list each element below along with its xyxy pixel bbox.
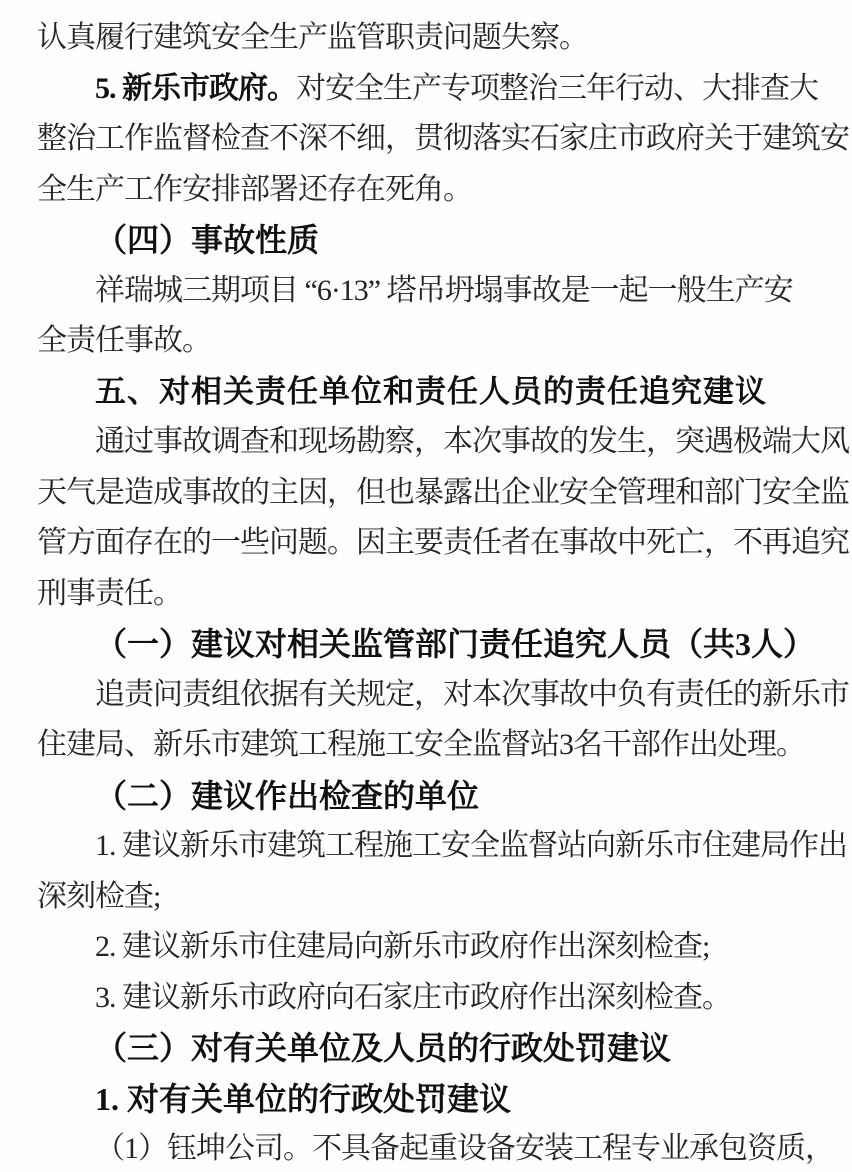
text-line xyxy=(37,13,844,64)
text-line xyxy=(37,1023,844,1074)
text-line xyxy=(37,518,849,569)
bold-text-run: （一）建议对相关监管部门责任追究人员（共3人） xyxy=(95,626,816,662)
bold-text-run: （三）对有关单位及人员的行政处罚建议 xyxy=(95,1030,672,1066)
text-run: 天气是造成事故的主因，但也暴露出企业安全管理和部门安全监 xyxy=(37,475,849,509)
text-line xyxy=(37,468,849,519)
text-line xyxy=(37,417,849,468)
bold-text-run: （四）事故性质 xyxy=(95,222,320,258)
text-line xyxy=(37,1124,844,1172)
bold-text-run: 1. 对有关单位的行政处罚建议 xyxy=(95,1080,512,1117)
text-line xyxy=(37,670,849,721)
text-line xyxy=(37,114,849,165)
text-run: 对安全生产专项整治三年行动、大排查大 xyxy=(296,71,818,105)
text-run: （1）钰坤公司。不具备起重设备安装工程专业承包资质， xyxy=(95,1132,834,1165)
text-line xyxy=(37,973,844,1024)
bold-text-run: 五、对相关责任单位和责任人员的责任追究建议 xyxy=(95,373,767,409)
text-run: 1. 建议新乐市建筑工程施工安全监督站向新乐市住建局作出 xyxy=(95,829,847,862)
text-run: 深刻检查; xyxy=(37,879,161,913)
text-run: 刑事责任。 xyxy=(37,576,182,610)
text-line xyxy=(37,619,844,670)
text-line xyxy=(37,367,844,418)
text-line xyxy=(37,266,844,317)
text-line xyxy=(37,821,847,872)
text-run: 认真履行建筑安全生产监管职责问题失察。 xyxy=(37,21,588,54)
text-run: 住建局、新乐市建筑工程施工安全监督站3名干部作出处理。 xyxy=(37,728,805,761)
text-run: 全责任事故。 xyxy=(37,324,211,357)
text-line xyxy=(37,922,844,973)
text-line xyxy=(37,1074,844,1125)
text-line xyxy=(37,720,844,771)
text-run: 祥瑞城三期项目 “6·13” 塔吊坍塌事故是一起一般生产安 xyxy=(95,273,793,307)
text-line xyxy=(37,64,844,115)
text-run: 整治工作监督检查不深不细，贯彻落实石家庄市政府关于建筑安 xyxy=(37,122,849,155)
bold-text-run: （二）建议作出检查的单位 xyxy=(95,777,480,814)
bold-text-run: 5. 新乐市政府。 xyxy=(95,71,296,105)
text-run: 3. 建议新乐市政府向石家庄市政府作出深刻检查。 xyxy=(95,980,731,1014)
text-run: 全生产工作安排部署还存在死角。 xyxy=(37,172,472,206)
text-run: 管方面存在的一些问题。因主要责任者在事故中死亡，不再追究 xyxy=(37,526,849,559)
text-line xyxy=(37,316,844,367)
text-line xyxy=(37,771,844,822)
text-line xyxy=(37,569,844,620)
text-line xyxy=(37,872,844,923)
text-line xyxy=(37,215,844,266)
text-run: 2. 建议新乐市住建局向新乐市政府作出深刻检查; xyxy=(95,930,710,963)
text-run: 追责问责组依据有关规定，对本次事故中负有责任的新乐市 xyxy=(95,677,849,711)
text-line xyxy=(37,165,844,216)
text-run: 通过事故调查和现场勘察，本次事故的发生，突遇极端大风 xyxy=(95,425,849,458)
